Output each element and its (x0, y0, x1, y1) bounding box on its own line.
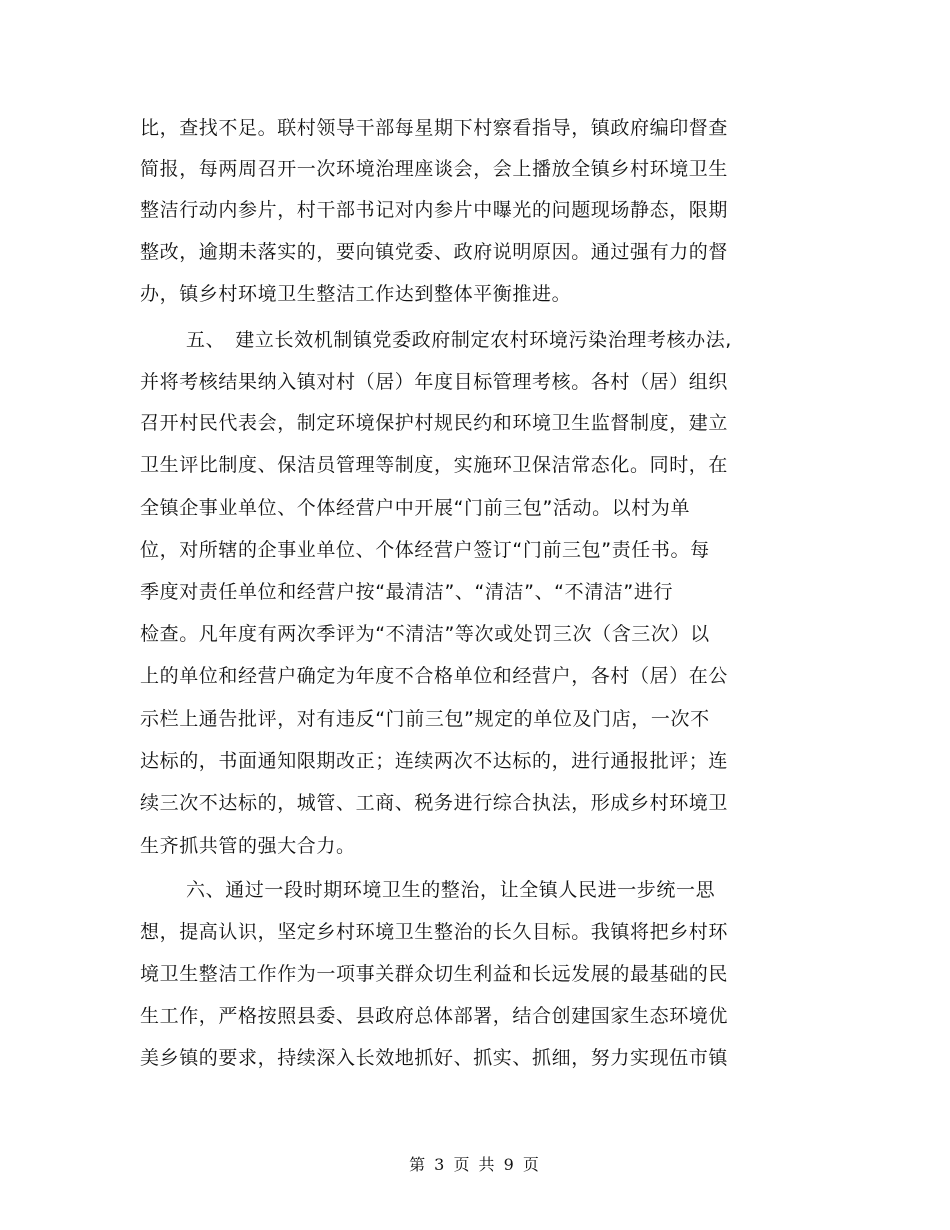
text-line: 整洁行动内参片，村干部书记对内参片中曝光的问题现场静态，限期 (140, 199, 729, 221)
text-line: 比，查找不足。联村领导干部每星期下村察看指导，镇政府编印督查 (140, 117, 729, 139)
text-line: 季度对责任单位和经营户按“最清洁”、“清洁”、“不清洁”进行 (140, 581, 674, 603)
text-line: 达标的，书面通知限期改正；连续两次不达标的，进行通报批评；连 (140, 750, 729, 772)
text-line: 整改，逾期未落实的，要向镇党委、政府说明原因。通过强有力的督 (140, 241, 729, 263)
text-line: 上的单位和经营户确定为年度不合格单位和经营户，各村（居）在公 (140, 665, 729, 687)
text-line: 生齐抓共管的强大合力。 (140, 835, 356, 857)
section-six-first-line: 六、通过一段时期环境卫生的整治，让全镇人民进一步统一思 (186, 879, 716, 901)
section-five-heading-line: 五、 建立长效机制镇党委政府制定农村环境污染治理考核办法, (186, 329, 732, 351)
text-line: 续三次不达标的，城管、工商、税务进行综合执法，形成乡村环境卫 (140, 792, 729, 814)
text-line: 召开村民代表会，制定环境保护村规民约和环境卫生监督制度，建立 (140, 412, 729, 434)
text-line: 美乡镇的要求，持续深入长效地抓好、抓实、抓细，努力实现伍市镇 (140, 1047, 729, 1069)
text-line: 卫生评比制度、保洁员管理等制度，实施环卫保洁常态化。同时，在 (140, 454, 729, 476)
text-line: 并将考核结果纳入镇对村（居）年度目标管理考核。各村（居）组织 (140, 371, 729, 393)
text-line: 生工作，严格按照县委、县政府总体部署，结合创建国家生态环境优 (140, 1005, 729, 1027)
text-line: 位，对所辖的企事业单位、个体经营户签订“门前三包”责任书。每 (140, 539, 710, 561)
text-line: 全镇企事业单位、个体经营户中开展“门前三包”活动。以村为单 (140, 497, 691, 519)
page-number-footer: 第 3 页 共 9 页 (409, 1155, 541, 1174)
text-line: 简报，每两周召开一次环境治理座谈会，会上播放全镇乡村环境卫生 (140, 158, 729, 180)
text-line: 想，提高认识，坚定乡村环境卫生整治的长久目标。我镇将把乡村环 (140, 921, 729, 943)
text-line: 境卫生整洁工作作为一项事关群众切生利益和长远发展的最基础的民 (140, 963, 729, 985)
text-line: 示栏上通告批评，对有违反“门前三包”规定的单位及门店，一次不 (140, 708, 710, 730)
text-line: 检查。凡年度有两次季评为“不清洁”等次或处罚三次（含三次）以 (140, 623, 710, 645)
text-line: 办，镇乡村环境卫生整洁工作达到整体平衡推进。 (140, 283, 572, 305)
